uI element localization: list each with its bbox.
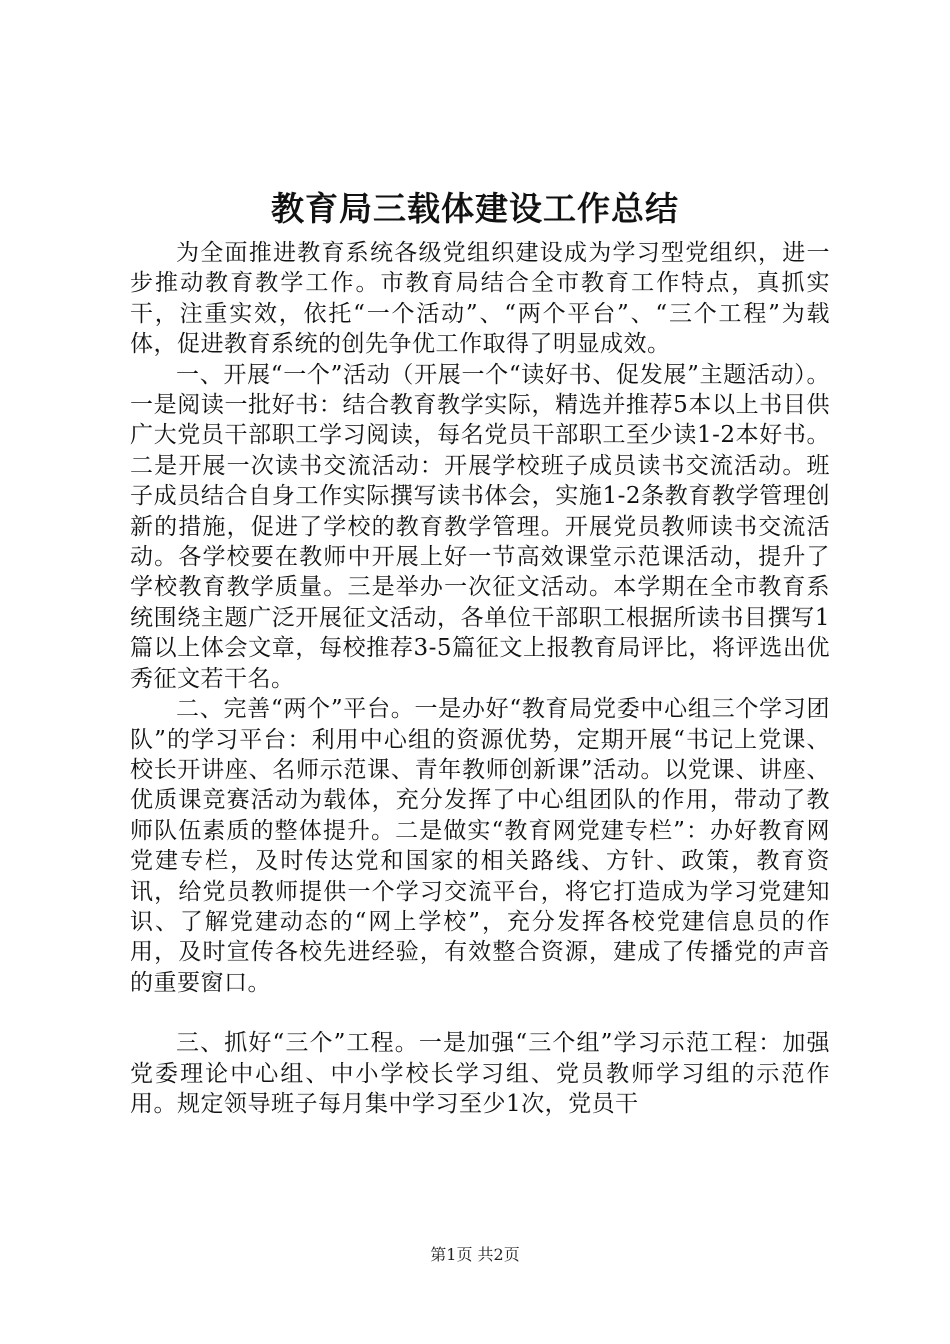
paragraph-three-projects: 三、抓好“三个”工程。一是加强“三个组”学习示范工程：加强党委理论中心组、中小学校长学习组、党员教师学习组的示范作用。规定领导班子每月集中学习至少1次，党员干 (130, 1030, 830, 1117)
document-title: 教育局三载体建设工作总结 (271, 189, 679, 228)
paragraph-intro: 为全面推进教育系统各级党组织建设成为学习型党组织，进一步推动教育教学工作。市教育局结合全市教育工作特点，真抓实干，注重实效，依托“一个活动”、“两个平台”、“三个工程”为载体，促进教育系统的创先争优工作取得了明显成效。 (130, 240, 830, 358)
page-number-footer: 第1页 共2页 (430, 1245, 520, 1264)
paragraph-two-platforms: 二、完善“两个”平台。一是办好“教育局党委中心组三个学习团队”的学习平台：利用中心组的资源优势，定期开展“书记上党课、校长开讲座、名师示范课、青年教师创新课”活动。以党课、讲座、优质课竞赛活动为载体，充分发挥了中心组团队的作用，带动了教师队伍素质的整体提升。二是做实“教育网党建专栏”：办好教育网党建专栏，及时传达党和国家的相关路线、方针、政策，教育资讯，给党员教师提供一个学习交流平台，将它打造成为学习党建知识、了解党建动态的“网上学校”，充分发挥各校党建信息员的作用，及时宣传各校先进经验，有效整合资源，建成了传播党的声音的重要窗口。 (130, 696, 830, 996)
paragraph-one-activity: 一、开展“一个”活动（开展一个“读好书、促发展”主题活动）。一是阅读一批好书：结合教育教学实际，精选并推荐5本以上书目供广大党员干部职工学习阅读，每名党员干部职工至少读1-2本好书。二是开展一次读书交流活动：开展学校班子成员读书交流活动。班子成员结合自身工作实际撰写读书体会，实施1-2条教育教学管理创新的措施，促进了学校的教育教学管理。开展党员教师读书交流活动。各学校要在教师中开展上好一节高效课堂示范课活动，提升了学校教育教学质量。三是举办一次征文活动。本学期在全市教育系统围绕主题广泛开展征文活动，各单位干部职工根据所读书目撰写1篇以上体会文章，每校推荐3-5篇征文上报教育局评比，将评选出优秀征文若干名。 (130, 361, 830, 692)
document-body (130, 238, 830, 1119)
